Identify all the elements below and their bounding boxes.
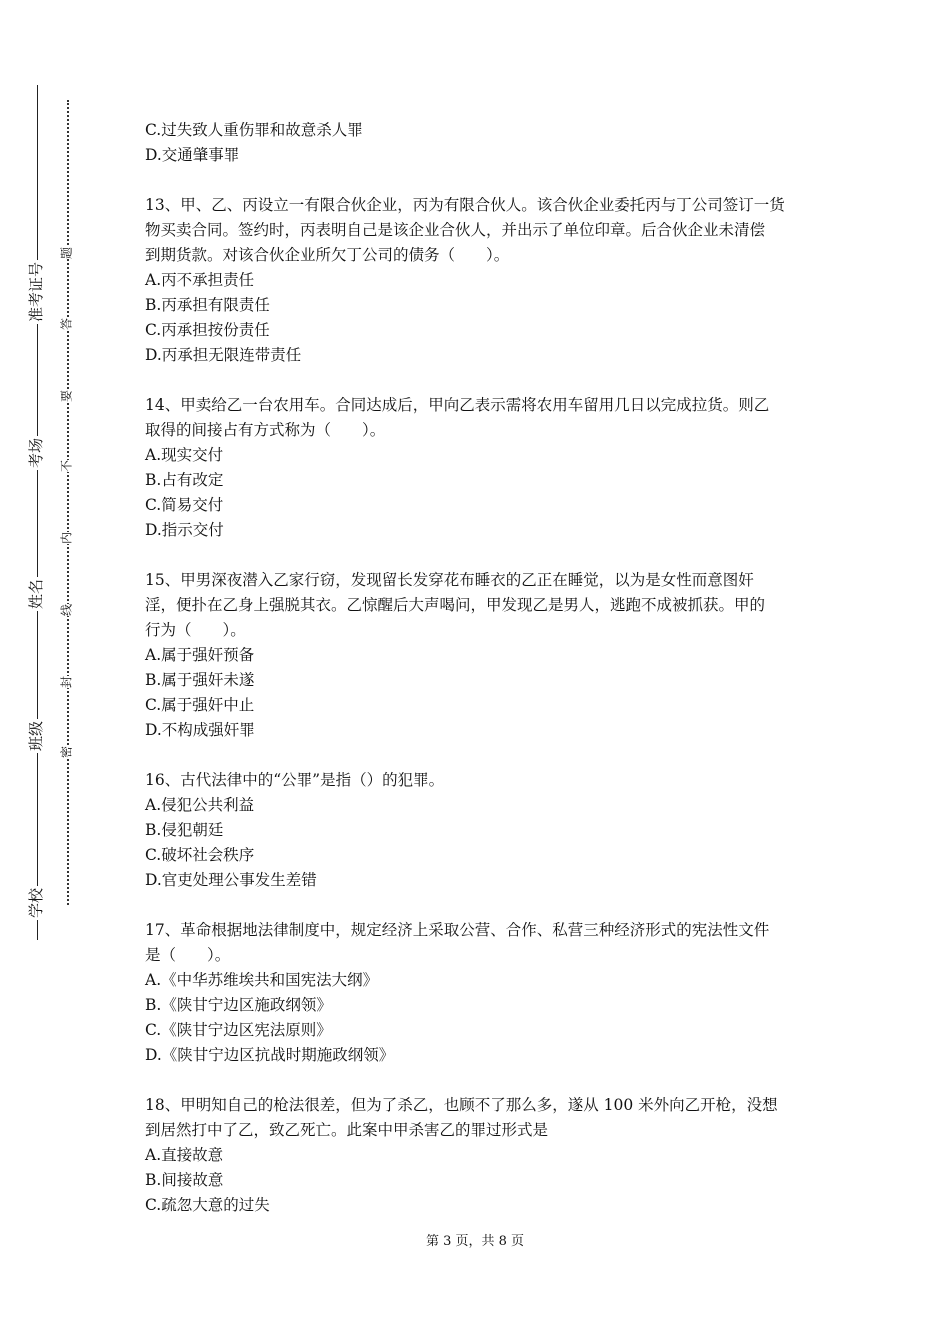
- margin-dotted-line: [67, 100, 69, 905]
- option-b: B.属于强奸未遂: [145, 671, 255, 689]
- question-stem-line: 16、古代法律中的“公罪”是指（）的犯罪。: [145, 771, 445, 789]
- question-stem-line: 到居然打中了乙，致乙死亡。此案中甲杀害乙的罪过形式是: [145, 1121, 549, 1139]
- option-b: B.占有改定: [145, 471, 224, 489]
- question-17: [145, 918, 810, 1068]
- option-a: A.现实交付: [145, 446, 224, 464]
- question-stem-line: 到期货款。对该合伙企业所欠丁公司的债务（ ）。: [145, 246, 510, 264]
- option-c: C.《陕甘宁边区宪法原则》: [145, 1021, 332, 1039]
- option-d: D.官吏处理公事发生差错: [145, 871, 317, 889]
- option-c: C.破坏社会秩序: [145, 846, 255, 864]
- seal-char: 要: [59, 389, 74, 403]
- question-13: [145, 193, 810, 368]
- option-d: D.指示交付: [145, 521, 224, 539]
- question-stem-line: 物买卖合同。签约时，丙表明自己是该企业合伙人，并出示了单位印章。后合伙企业未清偿: [145, 221, 766, 239]
- option-a: A.直接故意: [145, 1146, 224, 1164]
- seal-char: 内: [59, 531, 74, 545]
- question-stem-line: 18、甲明知自己的枪法很差，但为了杀乙，也顾不了那么多，遂从 100 米外向乙开枪，没想: [145, 1096, 778, 1114]
- option-d: D.丙承担无限连带责任: [145, 346, 302, 364]
- question-stem-line: 淫，便扑在乙身上强脱其衣。乙惊醒后大声喝问，甲发现乙是男人，逃跑不成被抓获。甲的: [145, 596, 766, 614]
- seal-char: 题: [59, 246, 74, 260]
- name-label: 姓名: [27, 578, 45, 610]
- question-stem-line: 行为（ ）。: [145, 621, 246, 639]
- page-number: 第 3 页，共 8 页: [425, 1234, 525, 1249]
- option-b: B.《陕甘宁边区施政纲领》: [145, 996, 332, 1014]
- question-stem-line: 取得的间接占有方式称为（ ）。: [145, 421, 386, 439]
- option-c: C.丙承担按份责任: [145, 321, 270, 339]
- question-stem-line: 13、甲、乙、丙设立一有限合伙企业，丙为有限合伙人。该合伙企业委托丙与丁公司签订一货: [145, 196, 785, 214]
- option-c: C.简易交付: [145, 496, 224, 514]
- option-d: D.交通肇事罪: [145, 146, 240, 164]
- question-18: [145, 1093, 810, 1218]
- option-b: B.间接故意: [145, 1171, 224, 1189]
- option-a: A.属于强奸预备: [145, 646, 255, 664]
- question-12-continued: [145, 118, 810, 168]
- question-stem-line: 17、革命根据地法律制度中，规定经济上采取公营、合作、私营三种经济形式的宪法性文件: [145, 921, 770, 939]
- option-c: C.过失致人重伤罪和故意杀人罪: [145, 121, 363, 139]
- seal-char: 封: [59, 675, 74, 689]
- question-14: [145, 393, 810, 543]
- option-c: C.属于强奸中止: [145, 696, 255, 714]
- seal-char: 线: [59, 603, 74, 617]
- option-d: D.《陕甘宁边区抗战时期施政纲领》: [145, 1046, 395, 1064]
- question-stem-line: 14、甲卖给乙一台农用车。合同达成后，甲向乙表示需将农用车留用几日以完成拉货。则乙: [145, 396, 770, 414]
- option-c: C.疏忽大意的过失: [145, 1196, 270, 1214]
- seal-char: 答: [59, 317, 74, 331]
- seal-char: 密: [59, 745, 74, 759]
- exam-id-label: 准考证号: [27, 261, 45, 323]
- class-label: 班级: [27, 720, 45, 752]
- question-stem-line: 15、甲男深夜潜入乙家行窃，发现留长发穿花布睡衣的乙正在睡觉，以为是女性而意图奸: [145, 571, 754, 589]
- question-stem-line: 是（ ）。: [145, 946, 231, 964]
- option-a: A.侵犯公共利益: [145, 796, 255, 814]
- seal-char: 不: [59, 459, 74, 473]
- binding-margin: [0, 0, 110, 1344]
- question-list: [145, 118, 810, 1243]
- margin-solid-line: [37, 85, 38, 940]
- option-d: D.不构成强奸罪: [145, 721, 255, 739]
- question-15: [145, 568, 810, 743]
- option-b: B.侵犯朝廷: [145, 821, 224, 839]
- option-a: A.《中华苏维埃共和国宪法大纲》: [145, 971, 379, 989]
- option-b: B.丙承担有限责任: [145, 296, 270, 314]
- exam-room-label: 考场: [27, 437, 45, 469]
- option-a: A.丙不承担责任: [145, 271, 255, 289]
- school-label: 学校: [27, 887, 45, 919]
- question-16: [145, 768, 810, 893]
